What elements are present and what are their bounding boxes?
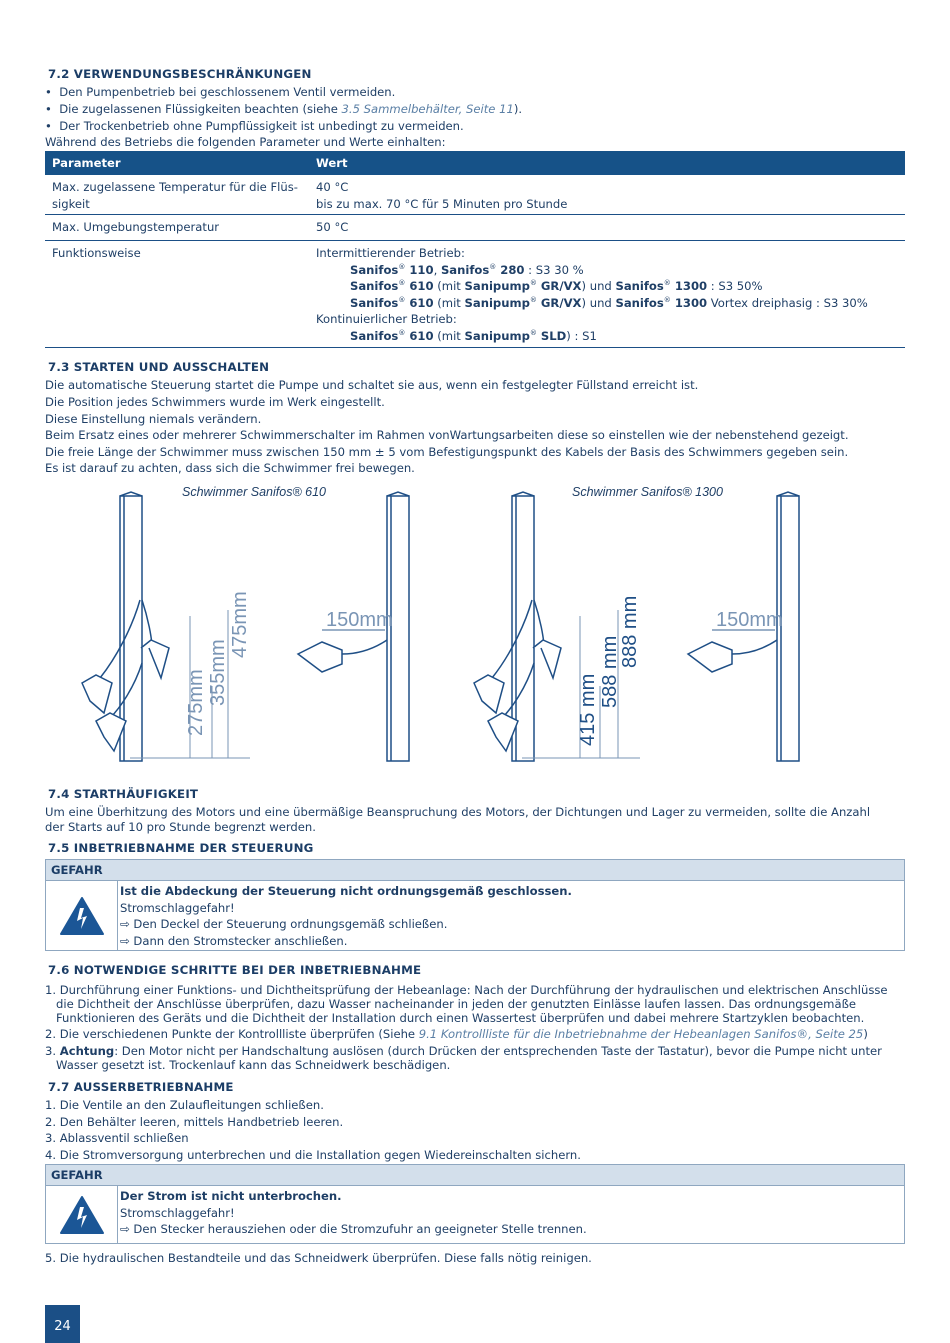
dimension-275: 275mm: [185, 669, 207, 736]
danger-sub: Stromschlaggefahr!: [120, 1205, 235, 1220]
table-row: [45, 215, 905, 241]
parameter-table: [45, 151, 905, 348]
danger-box: [45, 1164, 905, 1244]
bullet-item: • Die zugelassenen Flüssigkeiten beachten (siehe 3.5 Sammelbehälter, Seite 11).: [45, 102, 523, 116]
dimension-588: 588 mm: [599, 635, 621, 708]
cross-reference-link[interactable]: 9.1 Kontrollliste für die Inbetriebnahme der Hebeanlagen Sanifos®, Seite 25: [418, 1027, 864, 1041]
list-item: 1. Durchführung einer Funktions- und Dichtheitsprüfung der Hebeanlage: Nach der Durchführung der hydraulischen und elektrischen Anschlüsse: [45, 983, 888, 997]
table-row: [45, 175, 905, 215]
float-switch-diagram: [40, 488, 910, 778]
paragraph-line: Die Position jedes Schwimmers wurde im Werk eingestellt.: [45, 395, 385, 409]
cross-reference-link[interactable]: 3.5 Sammelbehälter, Seite 11: [341, 102, 514, 116]
bullet-item: • Der Trockenbetrieb ohne Pumpflüssigkeit ist unbedingt zu vermeiden.: [45, 119, 464, 133]
section-heading-7-7: 7.7 AUSSERBETRIEBNAHME: [48, 1080, 234, 1094]
figure-title-sanifos-610: Schwimmer Sanifos® 610: [182, 485, 326, 499]
paragraph-line: Diese Einstellung niemals verändern.: [45, 412, 262, 426]
danger-label: GEFAHR: [46, 860, 904, 881]
section-heading-7-4: 7.4 STARTHÄUFIGKEIT: [48, 787, 199, 801]
table-header: [45, 151, 905, 175]
dimension-475: 475mm: [229, 591, 251, 658]
dimension-355: 355mm: [207, 639, 229, 706]
float-assembly-610: [82, 492, 169, 761]
action-item: ⇨ Den Stecker herausziehen oder die Stromzufuhr an geeigneter Stelle trennen.: [120, 1222, 587, 1237]
figure-title-sanifos-1300: Schwimmer Sanifos® 1300: [572, 485, 723, 499]
list-item: Funktionieren des Geräts und die Dichtheit der Installation durch einen Wassertest überprüfen und dabei mehrere Startzyklen beobachten.: [56, 1011, 865, 1025]
danger-box: [45, 859, 905, 951]
float-assembly-1300: [474, 492, 561, 761]
table-intro: Während des Betriebs die folgenden Parameter und Werte einhalten:: [45, 135, 446, 149]
dimension-888: 888 mm: [619, 595, 641, 668]
danger-label: GEFAHR: [46, 1165, 904, 1186]
list-item: 3. Achtung: Den Motor nicht per Handschaltung auslösen (durch Drücken der entsprechenden Taste der Tastatur), bevor die Pumpe nicht unter: [45, 1044, 882, 1058]
column-header-value: Wert: [316, 155, 348, 170]
electric-hazard-icon: [46, 1186, 118, 1243]
dimension-415: 415 mm: [577, 673, 599, 746]
bullet-item: • Den Pumpenbetrieb bei geschlossenem Ventil vermeiden.: [45, 85, 396, 99]
dimension-150-1300: 150mm: [716, 609, 783, 631]
paragraph-line: der Starts auf 10 pro Stunde begrenzt werden.: [45, 820, 316, 834]
paragraph-line: Die freie Länge der Schwimmer muss zwischen 150 mm ± 5 vom Befestigungspunkt des Kabels der Basis des Schwimmers gegeben sein.: [45, 445, 849, 459]
dimension-150-610: 150mm: [326, 609, 393, 631]
list-item: 1. Die Ventile an den Zulaufleitungen schließen.: [45, 1098, 324, 1112]
paragraph-line: Beim Ersatz eines oder mehrerer Schwimmerschalter im Rahmen vonWartungsarbeiten diese so einstellen wie der nebenstehend gezeigt.: [45, 428, 849, 442]
section-heading-7-2: 7.2 VERWENDUNGSBESCHRÄNKUNGEN: [48, 67, 312, 81]
list-item: die Dichtheit der Anschlüsse überprüfen, dazu Wasser nacheinander in jeden der genutzten Einlässe laufen lassen. Das ordnungsgemäße: [56, 997, 857, 1011]
column-header-parameter: Parameter: [52, 155, 121, 170]
table-cell: Intermittierender Betrieb: Sanifos® 110, Sanifos® 280 : S3 30 % Sanifos® 610 (mit Sanipump® GR/VX) und Sanifos® 1300 : S3 50% Sanifos® 610 (mit Sanipump® GR/VX) und Sanifos® 1300 Vortex dreiphasig : S3 30% Kontinuierlicher Betrieb: Sanifos® 610 (mit Sanipump® SLD) : S1: [316, 246, 868, 343]
table-cell: Funktionsweise: [52, 246, 141, 260]
paragraph-line: Um eine Überhitzung des Motors und eine übermäßige Beanspruchung des Motors, der Dichtungen und Lager zu vermeiden, sollte die Anzahl: [45, 805, 871, 819]
table-cell: 50 °C: [316, 220, 349, 234]
list-item: 4. Die Stromversorgung unterbrechen und die Installation gegen Wiedereinschalten sichern.: [45, 1148, 581, 1162]
paragraph-line: Die automatische Steuerung startet die Pumpe und schaltet sie aus, wenn ein festgelegter Füllstand erreicht ist.: [45, 378, 699, 392]
danger-title: Ist die Abdeckung der Steuerung nicht ordnungsgemäß geschlossen.: [120, 884, 572, 898]
table-cell: Max. zugelassene Temperatur für die Flüs- sigkeit: [52, 180, 298, 211]
list-item: 5. Die hydraulischen Bestandteile und das Schneidwerk überprüfen. Diese falls nötig reinigen.: [45, 1251, 592, 1265]
section-heading-7-3: 7.3 STARTEN UND AUSSCHALTEN: [48, 360, 270, 374]
page-number: 24: [54, 1319, 71, 1334]
paragraph-line: Es ist darauf zu achten, dass sich die Schwimmer frei bewegen.: [45, 461, 415, 475]
list-item: 2. Die verschiedenen Punkte der Kontrollliste überprüfen (Siehe 9.1 Kontrollliste für die Inbetriebnahme der Hebeanlagen Sanifos®, Seite 25): [45, 1027, 868, 1041]
list-item: 3. Ablassventil schließen: [45, 1131, 189, 1145]
electric-hazard-icon: [46, 881, 118, 950]
danger-sub: Stromschlaggefahr!: [120, 900, 235, 915]
danger-text: [118, 881, 572, 950]
table-cell: 40 °C bis zu max. 70 °C für 5 Minuten pro Stunde: [316, 180, 568, 211]
table-row: [45, 241, 905, 348]
section-heading-7-5: 7.5 INBETRIEBNAHME DER STEUERUNG: [48, 841, 314, 855]
danger-text: [118, 1186, 587, 1243]
list-item: 2. Den Behälter leeren, mittels Handbetrieb leeren.: [45, 1115, 344, 1129]
table-cell: Max. Umgebungstemperatur: [52, 220, 220, 234]
action-item: ⇨ Den Deckel der Steuerung ordnungsgemäß schließen.: [120, 917, 448, 932]
action-item: ⇨ Dann den Stromstecker anschließen.: [120, 933, 348, 948]
danger-title: Der Strom ist nicht unterbrochen.: [120, 1189, 342, 1203]
section-heading-7-6: 7.6 NOTWENDIGE SCHRITTE BEI DER INBETRIEBNAHME: [48, 963, 422, 977]
list-item: Wasser gesetzt ist. Trockenlauf kann das Schneidwerk beschädigen.: [56, 1058, 451, 1072]
